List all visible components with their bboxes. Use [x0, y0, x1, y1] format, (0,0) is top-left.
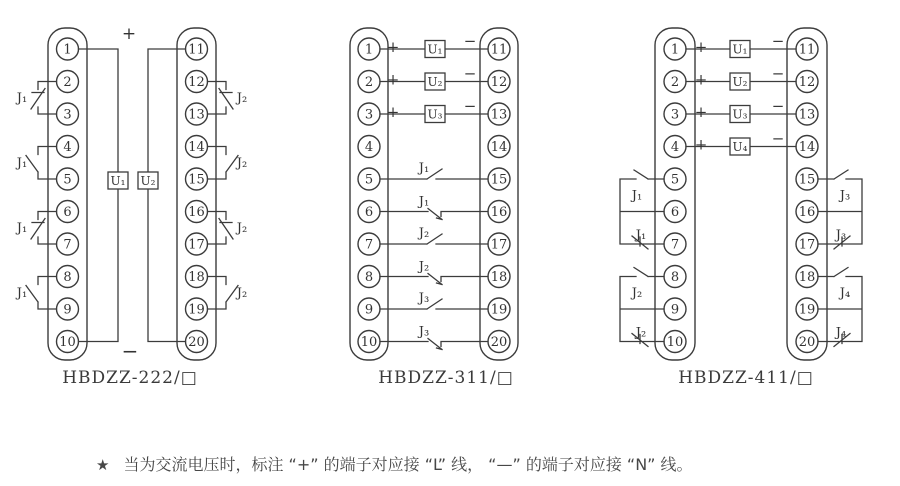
contact-no [380, 339, 488, 350]
contact-label: J₁ [16, 285, 28, 301]
minus-sign: − [771, 32, 785, 50]
terminal-number-20: 20 [188, 335, 205, 350]
minus-sign: − [463, 32, 477, 50]
terminal-number-14: 14 [490, 140, 508, 155]
contact-no [208, 277, 239, 310]
u-box-label: U₁ [427, 42, 443, 57]
contact-no [380, 274, 488, 285]
footnote [96, 452, 693, 475]
contact-label: J₁ [631, 188, 643, 204]
u-box-label: U₂ [140, 174, 156, 188]
terminal-number-17: 17 [798, 237, 816, 253]
u-box-label: U₂ [427, 75, 443, 89]
contact-nc [208, 82, 234, 115]
u-box-label: U₂ [732, 75, 748, 89]
u-box-label: U₃ [732, 107, 748, 122]
terminal-number-15: 15 [490, 172, 508, 188]
u2-wire [148, 49, 186, 172]
terminal-number-1: 1 [364, 42, 374, 58]
contact-label: J₂ [236, 285, 248, 301]
terminal-number-18: 18 [490, 270, 508, 285]
contact-no [208, 147, 239, 180]
terminal-number-5: 5 [63, 172, 72, 188]
terminal-number-14: 14 [188, 140, 205, 155]
contact-label: J₁ [16, 155, 28, 171]
terminal-number-15: 15 [188, 172, 205, 188]
minus-sign: − [463, 97, 477, 115]
minus-sign: − [771, 97, 785, 115]
terminal-number-11: 11 [798, 42, 816, 58]
terminal-number-4: 4 [63, 140, 72, 155]
minus-sign: − [771, 64, 785, 83]
terminal-number-1: 1 [670, 42, 680, 58]
terminal-number-13: 13 [798, 107, 816, 123]
diagram-caption-hbdzz-411: HBDZZ-411/□ [678, 368, 814, 388]
contact-label: J₁ [418, 194, 430, 210]
plus-sign: + [121, 24, 137, 44]
terminal-number-17: 17 [490, 237, 508, 253]
plus-sign: + [694, 38, 708, 56]
contact-label: J₃ [418, 291, 430, 306]
contact-label: J₂ [418, 226, 430, 241]
terminal-number-4: 4 [364, 140, 374, 155]
terminal-number-13: 13 [188, 107, 205, 123]
terminal-number-16: 16 [798, 205, 816, 220]
terminal-number-1: 1 [63, 42, 72, 58]
terminal-number-18: 18 [798, 270, 816, 285]
terminal-number-15: 15 [798, 172, 816, 188]
terminal-number-7: 7 [670, 237, 680, 253]
contact-no [380, 234, 488, 244]
minus-sign: − [463, 64, 477, 83]
u1-wire [79, 49, 119, 172]
terminal-number-3: 3 [364, 107, 374, 123]
contact-no [380, 299, 488, 309]
terminal-number-9: 9 [670, 302, 680, 318]
contact-label: J₂ [418, 259, 430, 275]
terminal-number-17: 17 [188, 237, 205, 253]
contact-label: J₃ [418, 324, 430, 340]
terminal-number-11: 11 [188, 42, 205, 58]
terminal-number-3: 3 [670, 107, 680, 123]
footnote-text: 当为交流电压时，标注 “+” 的端子对应接 “L” 线， “—” 的端子对应接 “N” 线。 [123, 455, 693, 474]
terminal-number-10: 10 [59, 335, 76, 350]
contact-label: J₂ [236, 90, 248, 106]
plus-sign: + [386, 103, 400, 121]
terminal-number-20: 20 [490, 335, 508, 350]
terminal-number-9: 9 [63, 302, 72, 318]
contact-no [26, 147, 57, 180]
terminal-number-12: 12 [798, 75, 816, 90]
contact-label: J₁ [635, 228, 647, 243]
terminal-number-12: 12 [490, 75, 508, 90]
terminal-number-8: 8 [63, 270, 72, 285]
plus-sign: + [694, 103, 708, 121]
terminal-number-2: 2 [63, 75, 72, 90]
contact-label: J₁ [418, 161, 430, 176]
terminal-number-2: 2 [670, 75, 680, 90]
diagram-caption-hbdzz-311: HBDZZ-311/□ [378, 368, 514, 388]
terminal-number-13: 13 [490, 107, 508, 123]
terminal-number-7: 7 [63, 237, 72, 253]
plus-sign: + [386, 38, 400, 56]
plus-sign: + [386, 70, 400, 89]
contact-label: J₁ [16, 220, 28, 236]
plus-sign: + [694, 70, 708, 89]
terminal-number-19: 19 [798, 302, 816, 318]
terminal-number-10: 10 [666, 335, 684, 350]
diagram-caption-hbdzz-222: HBDZZ-222/□ [62, 368, 198, 388]
minus-sign: − [771, 129, 785, 148]
u-box-label: U₁ [110, 174, 126, 188]
terminal-number-12: 12 [188, 75, 205, 90]
contact-no [380, 169, 488, 179]
contact-label: J₃ [835, 228, 847, 243]
star-icon: ★ [96, 456, 110, 474]
terminal-number-9: 9 [364, 302, 374, 318]
terminal-number-18: 18 [188, 270, 205, 285]
terminal-number-7: 7 [364, 237, 374, 253]
terminal-number-11: 11 [490, 42, 508, 58]
contact-nc [31, 212, 57, 245]
contact-nc [31, 82, 57, 115]
contact-no [26, 277, 57, 310]
contact-no [380, 209, 488, 220]
contact-label: J₂ [236, 155, 248, 171]
u2-wire [148, 190, 186, 342]
terminal-number-8: 8 [670, 270, 680, 285]
u-box-label: U₃ [427, 107, 443, 122]
terminal-number-5: 5 [670, 172, 680, 188]
contact-label: J₂ [236, 220, 248, 236]
terminal-number-19: 19 [188, 302, 205, 318]
contact-label: J₄ [835, 325, 847, 341]
terminal-number-16: 16 [490, 205, 508, 220]
terminal-number-14: 14 [798, 140, 816, 155]
terminal-number-6: 6 [63, 205, 72, 220]
terminal-number-6: 6 [670, 205, 680, 220]
terminal-number-8: 8 [364, 270, 374, 285]
contact-label: J₃ [839, 188, 851, 204]
terminal-number-5: 5 [364, 172, 374, 188]
contact-label: J₂ [635, 325, 647, 341]
terminal-number-10: 10 [360, 335, 378, 350]
terminal-number-4: 4 [670, 140, 680, 155]
contact-label: J₄ [839, 285, 851, 301]
terminal-number-20: 20 [798, 335, 816, 350]
terminal-number-6: 6 [364, 205, 374, 220]
u-box-label: U₄ [732, 140, 748, 154]
terminal-number-19: 19 [490, 302, 508, 318]
contact-label: J₁ [16, 90, 28, 106]
terminal-number-2: 2 [364, 75, 374, 90]
u1-wire [79, 190, 119, 342]
contact-label: J₂ [631, 285, 643, 301]
terminal-number-3: 3 [63, 107, 72, 123]
terminal-number-16: 16 [188, 205, 205, 220]
u-box-label: U₁ [732, 42, 748, 57]
plus-sign: + [694, 135, 708, 154]
contact-nc [208, 212, 234, 245]
minus-sign: − [121, 339, 139, 363]
